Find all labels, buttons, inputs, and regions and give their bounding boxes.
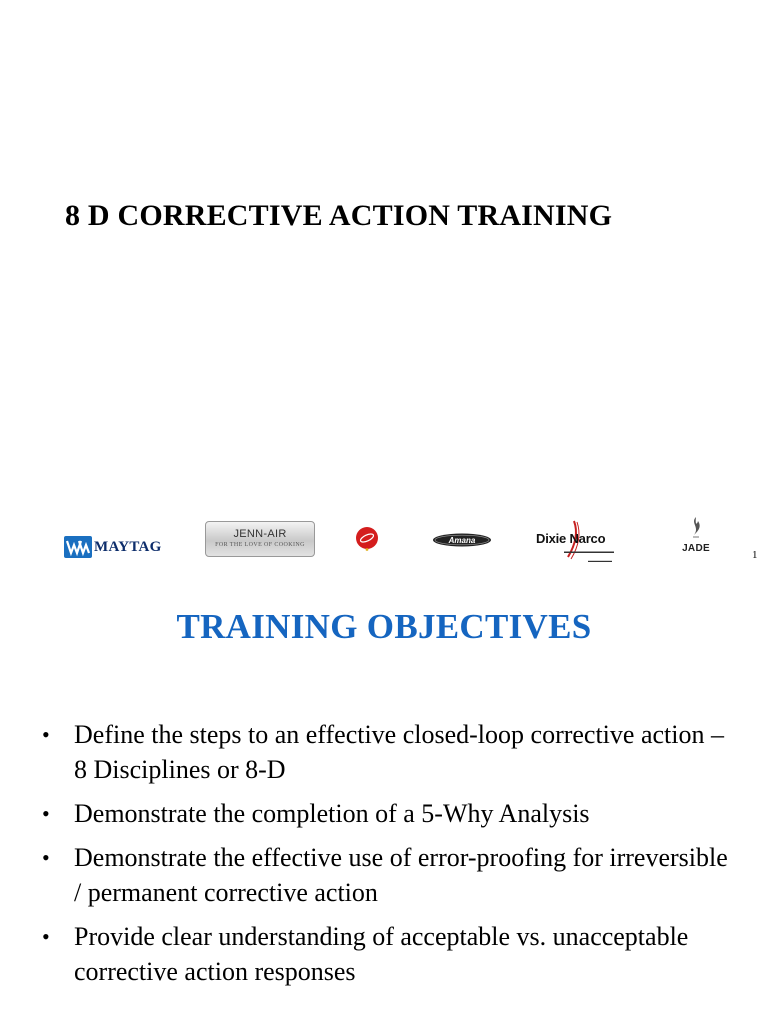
list-item-text: Provide clear understanding of acceptable vs. unacceptable corrective action responses — [74, 922, 689, 986]
jennair-wordmark: JENN-AIR — [233, 528, 287, 540]
maytag-mark-icon — [64, 536, 92, 558]
maytag-wordmark: MAYTAG — [94, 538, 162, 555]
list-item — [36, 919, 736, 989]
dixie-narco-logo — [536, 517, 628, 565]
bullet-icon: • — [42, 722, 50, 747]
slide-title: 8 D CORRECTIVE ACTION TRAINING — [65, 199, 613, 232]
list-item-text: Demonstrate the completion of a 5-Why Analysis — [74, 799, 590, 828]
slide-title: TRAINING OBJECTIVES — [176, 607, 592, 646]
dixie-narco-wordmark: Dixie Narco — [536, 531, 606, 546]
maytag-logo — [64, 536, 162, 558]
bullet-icon: • — [42, 801, 50, 826]
amana-wordmark: Amana — [448, 536, 476, 545]
list-item — [36, 717, 736, 787]
bullet-icon: • — [42, 924, 50, 949]
jennair-logo — [205, 521, 315, 557]
objectives-list — [36, 717, 736, 998]
hoover-logo-icon — [353, 524, 381, 552]
list-item — [36, 840, 736, 910]
amana-logo — [432, 531, 492, 549]
list-item-text: Demonstrate the effective use of error-proofing for irreversible / permanent corrective action — [74, 843, 728, 907]
dixie-narco-subline-icon: ▬▬▬▬▬▬ — [588, 558, 612, 563]
dixie-narco-tagline-icon: ▬▬▬▬▬▬▬▬▬▬ — [564, 549, 614, 555]
bullet-icon: • — [42, 845, 50, 870]
list-item-text: Define the steps to an effective closed-loop corrective action – 8 Disciplines or 8-D — [74, 720, 724, 784]
jade-logo — [678, 513, 714, 553]
brand-logo-strip — [0, 510, 768, 570]
objectives-slide — [0, 575, 768, 1024]
list-item — [36, 796, 736, 831]
jennair-tagline: FOR THE LOVE OF COOKING — [215, 542, 305, 548]
page-number: 1 — [752, 549, 758, 561]
jade-wordmark: JADE — [682, 543, 710, 554]
